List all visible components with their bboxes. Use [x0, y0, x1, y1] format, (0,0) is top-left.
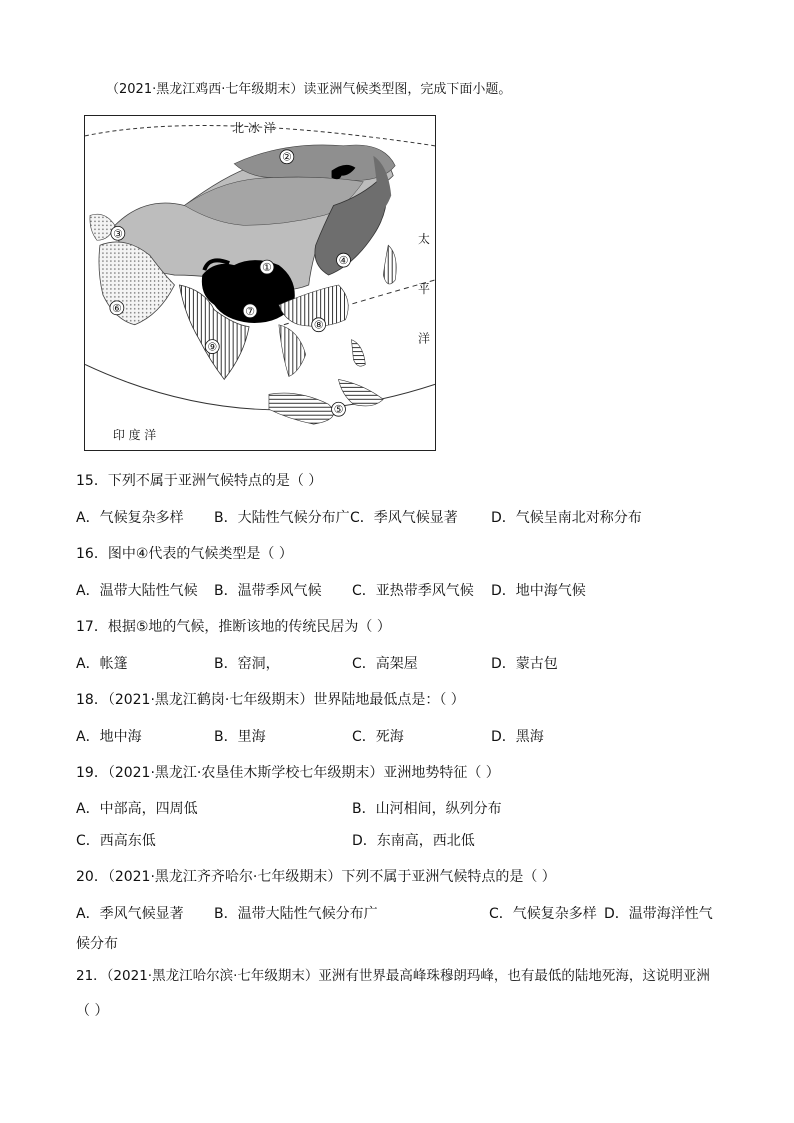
q18-option-a[interactable]: A．地中海 [76, 729, 142, 745]
q17-option-c[interactable]: C．高架屋 [352, 656, 418, 672]
q18-option-b[interactable]: B．里海 [214, 729, 266, 745]
q20-option-b[interactable]: B．温带大陆性气候分布广 [214, 906, 378, 922]
marker-5: ⑤ [333, 403, 344, 417]
question-21-wrap: （ ） [76, 1003, 109, 1019]
q15-option-c[interactable]: C．季风气候显著 [350, 510, 458, 526]
question-16: 16．图中④代表的气候类型是（ ） [76, 546, 293, 562]
north-ocean-label: 北 冰 洋 [232, 120, 276, 135]
marker-6: ⑥ [111, 301, 122, 315]
q16-option-c[interactable]: C．亚热带季风气候 [352, 583, 474, 599]
q19-option-c[interactable]: C．西高东低 [76, 833, 156, 849]
asia-climate-map [84, 115, 436, 451]
marker-3: ③ [112, 227, 123, 241]
q17-option-d[interactable]: D．蒙古包 [491, 656, 558, 672]
q16-option-d[interactable]: D．地中海气候 [491, 583, 586, 599]
marker-7: ⑦ [245, 304, 255, 318]
marker-1: ① [262, 261, 272, 275]
question-15: 15．下列不属于亚洲气候特点的是（ ） [76, 473, 323, 489]
q19-option-d[interactable]: D．东南高，西北低 [352, 833, 475, 849]
pacific-label-2: 平 [418, 281, 430, 296]
pacific-label-1: 太 [418, 232, 430, 247]
marker-9: ⑨ [207, 340, 218, 354]
q20-option-c[interactable]: C．气候复杂多样 [489, 906, 597, 922]
q18-option-d[interactable]: D．黑海 [491, 729, 544, 745]
intro-text: （2021·黑龙江鸡西·七年级期末）读亚洲气候类型图，完成下面小题。 [106, 82, 512, 97]
q19-option-a[interactable]: A．中部高，四周低 [76, 801, 198, 817]
indian-ocean-label: 印 度 洋 [112, 428, 157, 443]
question-17: 17．根据⑤地的气候，推断该地的传统民居为（ ） [76, 619, 391, 635]
pacific-label-3: 洋 [418, 331, 430, 346]
q15-option-b[interactable]: B．大陆性气候分布广 [214, 510, 350, 526]
question-20: 20．（2021·黑龙江齐齐哈尔·七年级期末）下列不属于亚洲气候特点的是（ ） [76, 869, 556, 885]
question-21: 21．（2021·黑龙江哈尔滨·七年级期末）亚洲有世界最高峰珠穆朗玛峰，也有最低的陆地死海，这说明亚洲 [76, 968, 710, 984]
marker-4: ④ [338, 254, 349, 268]
q15-option-d[interactable]: D．气候呈南北对称分布 [491, 510, 642, 526]
marker-2: ② [281, 150, 292, 164]
q16-option-a[interactable]: A．温带大陆性气候 [76, 583, 198, 599]
q16-option-b[interactable]: B．温带季风气候 [214, 583, 322, 599]
q15-option-a[interactable]: A．气候复杂多样 [76, 510, 184, 526]
marker-8: ⑧ [313, 318, 324, 332]
question-18: 18．（2021·黑龙江鹤岗·七年级期末）世界陆地最低点是：（ ） [76, 692, 465, 708]
q20-option-a[interactable]: A．季风气候显著 [76, 906, 184, 922]
q20-option-d[interactable]: D．温带海洋性气 [604, 906, 713, 922]
question-19: 19．（2021·黑龙江·农垦佳木斯学校七年级期末）亚洲地势特征（ ） [76, 765, 500, 781]
q20-option-d-wrap: 候分布 [76, 936, 118, 952]
q19-option-b[interactable]: B．山河相间，纵列分布 [352, 801, 502, 817]
q17-option-b[interactable]: B．窑洞， [214, 656, 280, 672]
q17-option-a[interactable]: A．帐篷 [76, 656, 128, 672]
q18-option-c[interactable]: C．死海 [352, 729, 404, 745]
